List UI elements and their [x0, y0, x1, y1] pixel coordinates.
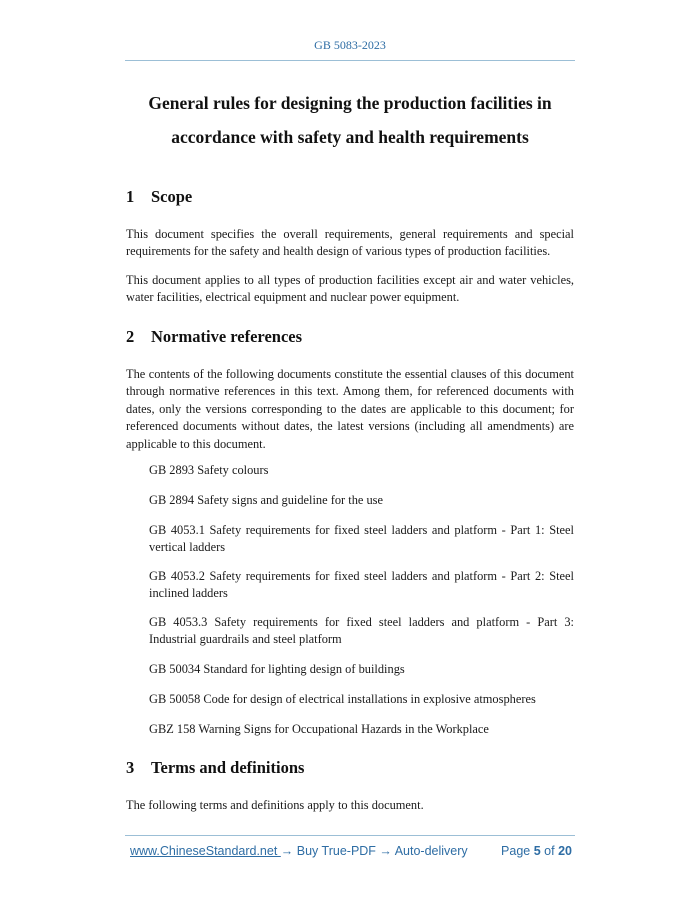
current-page-number: 5	[533, 844, 541, 858]
reference-item: GB 4053.1 Safety requirements for fixed steel ladders and platform - Part 1: Steel vertical ladders	[149, 523, 574, 555]
terms-paragraph: The following terms and definitions apply to this document.	[126, 798, 424, 812]
footer-divider	[125, 835, 575, 836]
scope-paragraph-1: This document specifies the overall requirements, general requirements and special requirements for the safety and health design of various types of production facilities.	[126, 227, 574, 259]
arrow-icon: →	[280, 844, 294, 858]
section-number: 2	[126, 327, 135, 346]
reference-item: GB 50034 Standard for lighting design of buildings	[149, 662, 405, 676]
reference-item: GBZ 158 Warning Signs for Occupational Hazards in the Workplace	[149, 722, 489, 736]
header-divider	[125, 60, 575, 61]
total-pages-number: 20	[558, 844, 572, 858]
document-code-header: GB 5083-2023	[314, 38, 386, 52]
section-title: Scope	[151, 187, 193, 206]
reference-item: GB 2894 Safety signs and guideline for the use	[149, 493, 384, 507]
normative-references-paragraph: The contents of the following documents constitute the essential clauses of this document through normative references in this text. Among them, for referenced documents with dates, only the versions corresponding to the dates are applicable to this document; for referenced documents without dates, the latest versions (including all amendments) are applicable to this document.	[126, 367, 574, 451]
document-title	[125, 86, 575, 154]
title-line-1: General rules for designing the production facilities in	[148, 93, 552, 113]
section-heading-normative-references	[126, 327, 302, 347]
arrow-icon: →	[379, 844, 392, 858]
section-number: 1	[126, 187, 135, 206]
section-title: Terms and definitions	[151, 758, 305, 777]
buy-true-pdf-text: Buy True-PDF	[293, 844, 380, 858]
page-label: Page	[501, 844, 531, 858]
page-of-label: of	[544, 844, 555, 858]
section-number: 3	[126, 758, 135, 777]
reference-item: GB 4053.2 Safety requirements for fixed steel ladders and platform - Part 2: Steel inclined ladders	[149, 569, 574, 601]
page-indicator	[501, 844, 572, 858]
section-title: Normative references	[151, 327, 303, 346]
page-footer	[130, 844, 572, 858]
section-heading-scope	[126, 187, 192, 207]
website-link[interactable]: www.ChineseStandard.net	[130, 844, 281, 858]
reference-item: GB 2893 Safety colours	[149, 463, 269, 477]
reference-item: GB 50058 Code for design of electrical installations in explosive atmospheres	[149, 692, 536, 706]
scope-paragraph-2: This document applies to all types of production facilities except air and water vehicles, water facilities, electrical equipment and nuclear power equipment.	[126, 273, 574, 305]
section-heading-terms-and-definitions	[126, 758, 304, 778]
title-line-2: accordance with safety and health requirements	[171, 127, 529, 147]
auto-delivery-text: Auto-delivery	[391, 844, 468, 858]
reference-item: GB 4053.3 Safety requirements for fixed steel ladders and platform - Part 3: Industrial guardrails and steel platform	[149, 615, 574, 647]
